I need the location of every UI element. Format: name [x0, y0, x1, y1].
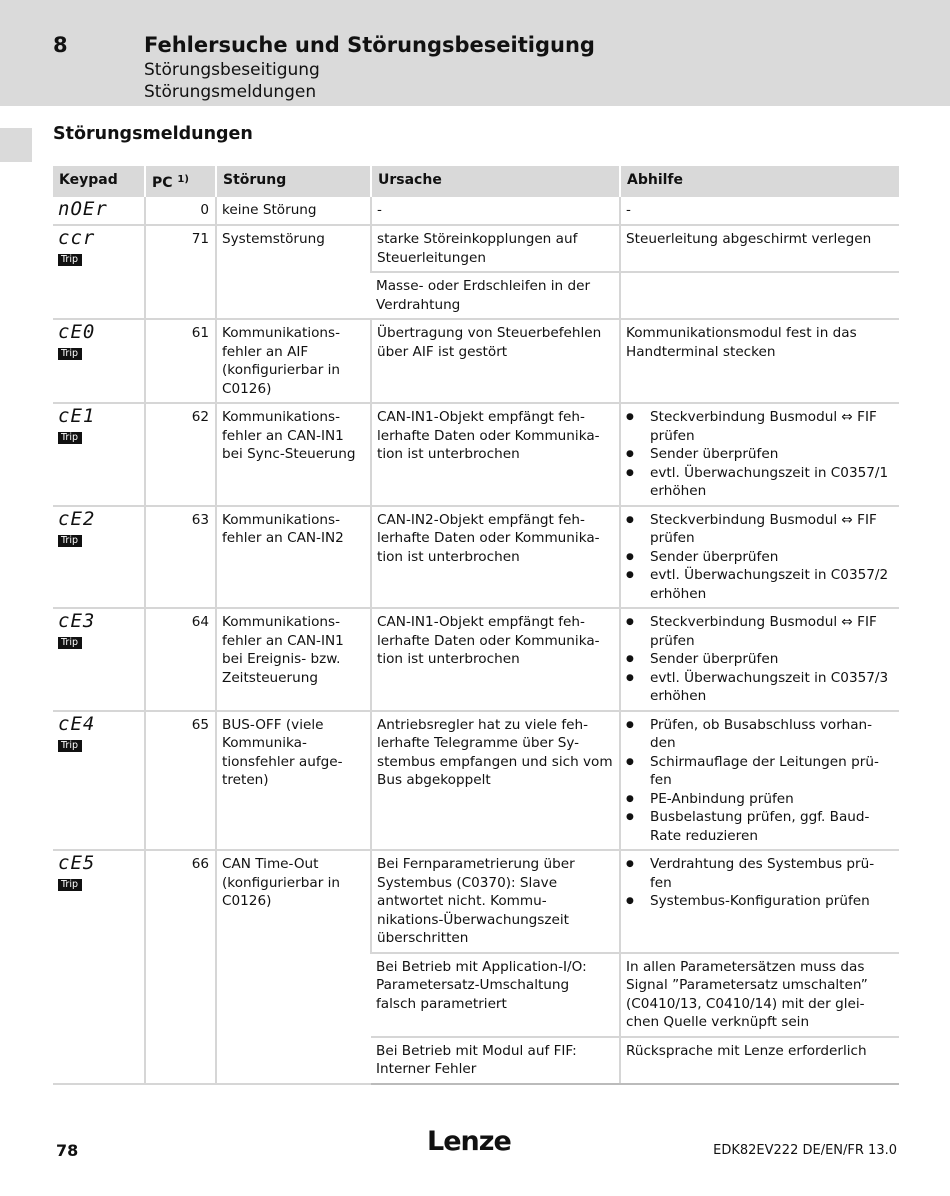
- trip-badge: Trip: [58, 348, 82, 360]
- column-header-abhilfe: Abhilfe: [620, 166, 899, 197]
- keypad-code: cE4: [58, 712, 96, 735]
- cause-text: CAN-IN2-Objekt empfängt feh-lerhafte Daten oder Kommunika-tion ist unterbrochen: [371, 506, 620, 609]
- pc-footnote-marker: 1): [177, 174, 189, 185]
- cause-text: Bei Fernparametrierung über Systembus (C0370): Slave antwortet nicht. Kommu-nikations-Überwachungszeit überschritten: [371, 850, 620, 953]
- remedy-text: Steuerleitung abgeschirmt verlegen: [620, 225, 899, 272]
- table-row: [53, 197, 899, 225]
- fault-text: Kommunikations-fehler an CAN-IN2: [216, 506, 371, 609]
- cause-text: Bei Betrieb mit Application-I/O: Parametersatz-Umschaltung falsch parametriert: [371, 953, 620, 1037]
- pc-code: 0: [145, 197, 216, 225]
- keypad-cell: [53, 711, 145, 851]
- remedy-text: Rücksprache mit Lenze erforderlich: [620, 1037, 899, 1084]
- fault-text: Kommunikations-fehler an CAN-IN1 bei Ereignis- bzw. Zeitsteuerung: [216, 608, 371, 711]
- list-item: ● Steckverbindung Busmodul ⇔ FIF prüfen: [626, 511, 893, 548]
- table-row: [53, 608, 899, 711]
- trip-badge: Trip: [58, 879, 82, 891]
- keypad-code: cE1: [58, 405, 96, 427]
- cause-text: Antriebsregler hat zu viele feh-lerhafte Telegramme über Sy-stembus empfangen und sich vom Bus abgekoppelt: [371, 711, 620, 851]
- keypad-code: cE2: [58, 507, 96, 530]
- remedy-list: [620, 711, 899, 851]
- trip-badge: Trip: [58, 535, 82, 547]
- table-row: [53, 319, 899, 403]
- cause-text: CAN-IN1-Objekt empfängt feh-lerhafte Daten oder Kommunika-tion ist unterbrochen: [371, 608, 620, 711]
- remedy-list: [620, 506, 899, 609]
- fault-messages-table: [53, 166, 899, 1085]
- trip-badge: Trip: [58, 740, 82, 752]
- keypad-code: cE0: [58, 321, 96, 343]
- pc-label: PC: [152, 175, 173, 191]
- pc-code: 62: [145, 403, 216, 506]
- list-item: ● evtl. Überwachungszeit in C0357/2 erhöhen: [626, 566, 893, 603]
- list-item: ● Sender überprüfen: [626, 445, 893, 464]
- side-tab-marker: [0, 128, 32, 162]
- pc-code: 66: [145, 850, 216, 1084]
- remedy-text: Kommunikationsmodul fest in das Handterminal stecken: [620, 319, 899, 403]
- trip-badge: Trip: [58, 637, 82, 649]
- column-header-keypad: Keypad: [53, 166, 145, 197]
- pc-code: 63: [145, 506, 216, 609]
- fault-text: BUS-OFF (viele Kommunika-tionsfehler aufge-treten): [216, 711, 371, 851]
- list-item: ● Busbelastung prüfen, ggf. Baud-Rate reduzieren: [626, 808, 893, 845]
- pc-code: 71: [145, 225, 216, 319]
- list-item: ● evtl. Überwachungszeit in C0357/3 erhöhen: [626, 669, 893, 706]
- remedy-text: -: [620, 197, 899, 225]
- page-number: 78: [56, 1141, 79, 1160]
- chapter-title: Fehlersuche und Störungsbeseitigung: [144, 33, 595, 57]
- keypad-cell: [53, 850, 145, 1084]
- cause-text: CAN-IN1-Objekt empfängt feh-lerhafte Daten oder Kommunika-tion ist unterbrochen: [371, 403, 620, 506]
- chapter-number: 8: [53, 33, 68, 57]
- list-item: ● Systembus-Konfiguration prüfen: [626, 892, 893, 911]
- cause-text: -: [371, 197, 620, 225]
- list-item: ● evtl. Überwachungszeit in C0357/1 erhöhen: [626, 464, 893, 501]
- keypad-code: ccr: [58, 227, 96, 249]
- list-item: ● Steckverbindung Busmodul ⇔ FIF prüfen: [626, 408, 893, 445]
- list-item: ● Verdrahtung des Systembus prü-fen: [626, 855, 893, 892]
- cause-text: Masse- oder Erdschleifen in der Verdrahtung: [371, 272, 620, 319]
- column-header-pc: [145, 166, 216, 197]
- trip-badge: Trip: [58, 254, 82, 266]
- fault-text: keine Störung: [216, 197, 371, 225]
- remedy-text-empty: [620, 272, 899, 319]
- cause-text: starke Störeinkopplungen auf Steuerleitungen: [371, 225, 620, 272]
- table-header-row: [53, 166, 899, 197]
- list-item: ● Prüfen, ob Busabschluss vorhan-den: [626, 716, 893, 753]
- fault-text: Systemstörung: [216, 225, 371, 319]
- breadcrumb-subtitle-1: Störungsbeseitigung: [144, 60, 320, 80]
- fault-text: CAN Time-Out (konfigurierbar in C0126): [216, 850, 371, 1084]
- fault-text: Kommunikations-fehler an CAN-IN1 bei Sync-Steuerung: [216, 403, 371, 506]
- remedy-list: [620, 403, 899, 506]
- list-item: ● PE-Anbindung prüfen: [626, 790, 893, 809]
- list-item: ● Steckverbindung Busmodul ⇔ FIF prüfen: [626, 613, 893, 650]
- list-item: ● Sender überprüfen: [626, 650, 893, 669]
- pc-code: 64: [145, 608, 216, 711]
- table-row: [53, 506, 899, 609]
- keypad-code: cE3: [58, 610, 96, 632]
- keypad-cell: [53, 403, 145, 506]
- table-row: [53, 711, 899, 851]
- fault-text: Kommunikations-fehler an AIF (konfigurierbar in C0126): [216, 319, 371, 403]
- table-row: [53, 403, 899, 506]
- breadcrumb-subtitle-2: Störungsmeldungen: [144, 82, 317, 102]
- keypad-code: nOEr: [58, 198, 108, 220]
- remedy-text: In allen Parametersätzen muss das Signal ”Parametersatz umschalten” (C0410/13, C0410/14) mit der glei-chen Quelle verknüpft sein: [620, 953, 899, 1037]
- keypad-cell: [53, 225, 145, 319]
- table-row: [53, 850, 899, 953]
- list-item: ● Schirmauflage der Leitungen prü-fen: [626, 753, 893, 790]
- keypad-code: cE5: [58, 852, 96, 874]
- trip-badge: Trip: [58, 432, 82, 444]
- pc-code: 61: [145, 319, 216, 403]
- cause-text: Bei Betrieb mit Modul auf FIF: Interner Fehler: [371, 1037, 620, 1084]
- column-header-ursache: Ursache: [371, 166, 620, 197]
- keypad-cell: [53, 506, 145, 609]
- remedy-list: [620, 850, 899, 953]
- document-reference: EDK82EV222 DE/EN/FR 13.0: [713, 1143, 897, 1158]
- column-header-stoerung: Störung: [216, 166, 371, 197]
- keypad-cell: [53, 319, 145, 403]
- section-title: Störungsmeldungen: [53, 124, 253, 144]
- list-item: ● Sender überprüfen: [626, 548, 893, 567]
- keypad-cell: [53, 197, 145, 225]
- table-row: [53, 225, 899, 272]
- lenze-logo: Lenze: [427, 1126, 511, 1157]
- cause-text: Übertragung von Steuerbefehlen über AIF ist gestört: [371, 319, 620, 403]
- pc-code: 65: [145, 711, 216, 851]
- keypad-cell: [53, 608, 145, 711]
- remedy-list: [620, 608, 899, 711]
